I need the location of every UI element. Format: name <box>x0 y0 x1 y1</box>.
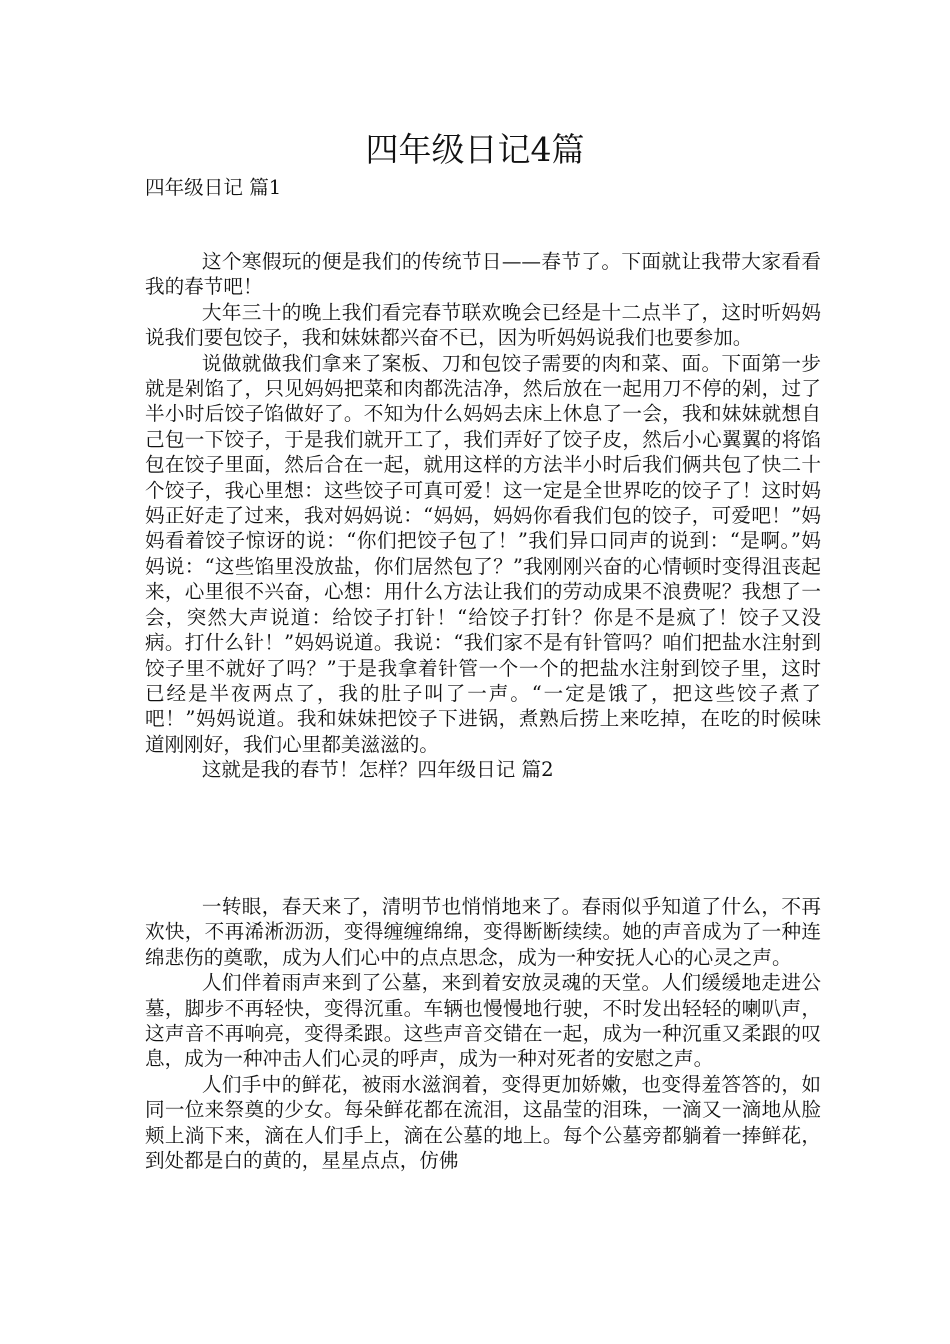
paragraph: 大年三十的晚上我们看完春节联欢晚会已经是十二点半了，这时听妈妈说我们要包饺子，我和妹妹都兴奋不已，因为听妈妈说我们也要参加。 <box>145 300 821 350</box>
paragraph: 一转眼，春天来了，清明节也悄悄地来了。春雨似乎知道了什么，不再欢快，不再浠淅沥沥，变得缠缠绵绵，变得断断续续。她的声音成为了一种连绵悲伤的奠歌，成为人们心中的点点思念，成为一种安抚人心的心灵之声。 <box>145 895 821 969</box>
article-2 <box>145 894 821 1173</box>
paragraph: 说做就做我们拿来了案板、刀和包饺子需要的肉和菜、面。下面第一步就是剁馅了，只见妈妈把菜和肉都洗洁净，然后放在一起用刀不停的剁，过了半小时后饺子馅做好了。不知为什么妈妈去床上休息了一会，我和妹妹就想自己包一下饺子，于是我们就开工了，我们弄好了饺子皮，然后小心翼翼的将馅包在饺子里面，然后合在一起，就用这样的方法半小时后我们俩共包了快二十个饺子，我心里想：这些饺子可真可爱！这一定是全世界吃的饺子了！这时妈妈正好走了过来，我对妈妈说：“妈妈，妈妈你看我们包的饺子，可爱吧！”妈妈看着饺子惊讶的说：“你们把饺子包了！”我们异口同声的说到：“是啊。”妈妈说：“这些馅里没放盐，你们居然包了？”我刚刚兴奋的心情顿时变得沮丧起来，心里很不兴奋，心想：用什么方法让我们的劳动成果不浪费呢？我想了一会，突然大声说道：给饺子打针！“给饺子打针？你是不是疯了！饺子又没病。打什么针！”妈妈说道。我说：“我们家不是有针管吗？咱们把盐水注射到饺子里不就好了吗？”于是我拿着针管一个一个的把盐水注射到饺子里，这时已经是半夜两点了，我的肚子叫了一声。“一定是饿了，把这些饺子煮了吧！”妈妈说道。我和妹妹把饺子下进锅，煮熟后捞上来吃掉，在吃的时候味道刚刚好，我们心里都美滋滋的。 <box>145 351 821 756</box>
paragraph: 这个寒假玩的便是我们的传统节日——春节了。下面就让我带大家看看我的春节吧！ <box>145 250 821 299</box>
paragraph: 人们手中的鲜花，被雨水滋润着，变得更加娇嫩，也变得羞答答的，如同一位来祭奠的少女。每朵鲜花都在流泪，这晶莹的泪珠，一滴又一滴地从脸颊上淌下来，滴在人们手上，滴在公墓的地上。每个公墓旁都躺着一捧鲜花，到处都是白的黄的，星星点点，仿佛 <box>145 1072 821 1173</box>
paragraph: 人们伴着雨声来到了公墓，来到着安放灵魂的天堂。人们缓缓地走进公墓，脚步不再轻快，变得沉重。车辆也慢慢地行驶，不时发出轻轻的喇叭声，这声音不再响亮，变得柔跟。这些声音交错在一起，成为一种沉重又柔跟的叹息，成为一种冲击人们心灵的呼声，成为一种对死者的安慰之声。 <box>145 971 821 1071</box>
article-1 <box>145 249 821 783</box>
paragraph-with-section-heading-2: 这就是我的春节！怎样？四年级日记 篇2 <box>201 758 554 782</box>
document-title: 四年级日记4篇 <box>365 130 585 169</box>
section-heading-1: 四年级日记 篇1 <box>145 176 282 199</box>
